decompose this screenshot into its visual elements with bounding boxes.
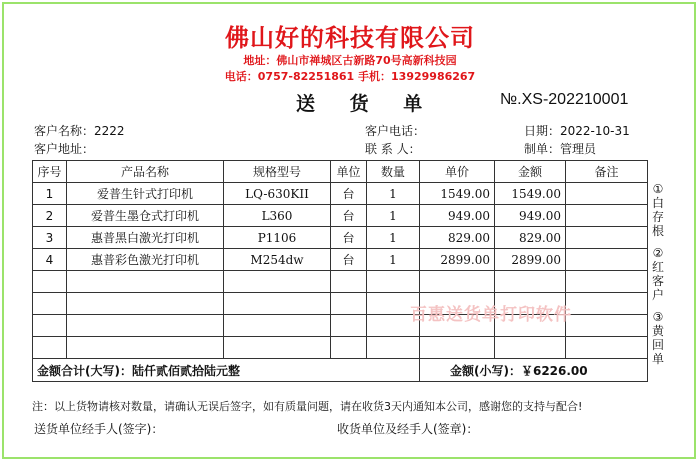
cell-remark (566, 183, 648, 205)
customer-address-label: 客户地址： (34, 142, 95, 156)
col-header-qty: 数量 (367, 161, 420, 183)
cell-amount: 829.00 (495, 227, 566, 249)
cell-spec: M254dw (224, 249, 331, 271)
cell-spec: LQ-630KII (224, 183, 331, 205)
table-header-row (33, 161, 648, 183)
cell-qty: 1 (367, 249, 420, 271)
company-phone: 电话：0757-82251861 手机：13929986267 (224, 70, 476, 83)
cell-price: 829.00 (420, 227, 495, 249)
software-watermark: 百惠送货单打印软件 (410, 305, 572, 325)
table-row (33, 205, 648, 227)
cell-no: 1 (33, 183, 67, 205)
goods-table (32, 160, 648, 382)
col-header-name: 产品名称 (67, 161, 224, 183)
company-address: 地址：佛山市禅城区古新路70号高新科技园 (243, 54, 457, 67)
customer-address (34, 140, 94, 157)
cell-remark (566, 249, 648, 271)
cell-remark (566, 205, 648, 227)
cell-amount: 949.00 (495, 205, 566, 227)
document-number: №.XS-202210001 (500, 91, 629, 108)
cell-unit: 台 (331, 227, 367, 249)
total-lower-cell (420, 359, 648, 382)
cell-qty: 1 (367, 227, 420, 249)
total-row (33, 359, 648, 382)
table-row (33, 249, 648, 271)
copy-label-red: ②红客户 (651, 246, 664, 302)
cell-remark (566, 227, 648, 249)
document-title: 送 货 单 (296, 93, 437, 115)
customer-phone (365, 122, 425, 139)
document-maker (524, 140, 596, 157)
cell-name: 爱普生墨仓式打印机 (67, 205, 224, 227)
copy-label-yellow: ③黄回单 (651, 310, 664, 366)
contact-person (365, 140, 421, 157)
date-label: 日期： (524, 124, 561, 138)
empty-row (33, 271, 648, 293)
customer-name (34, 122, 125, 139)
date-value: 2022-10-31 (560, 124, 630, 138)
footer-note: 注：以上货物请核对数量，请确认无误后签字，如有质量问题，请在收货3天内通知本公司，感谢您的支持与配合! (32, 400, 583, 413)
sender-signature: 送货单位经手人(签字)： (34, 422, 164, 436)
table-row (33, 183, 648, 205)
cell-name: 爱普生针式打印机 (67, 183, 224, 205)
cell-no: 4 (33, 249, 67, 271)
cell-amount: 2899.00 (495, 249, 566, 271)
cell-spec: P1106 (224, 227, 331, 249)
cell-qty: 1 (367, 183, 420, 205)
customer-phone-label: 客户电话： (365, 124, 426, 138)
customer-name-value: 2222 (94, 124, 125, 138)
copy-label-white: ①白存根 (651, 182, 664, 238)
cell-name: 惠普黑白激光打印机 (67, 227, 224, 249)
cell-spec: L360 (224, 205, 331, 227)
receiver-signature: 收货单位及经手人(签章)： (337, 422, 479, 436)
cell-unit: 台 (331, 183, 367, 205)
col-header-amount: 金额 (495, 161, 566, 183)
cell-name: 惠普彩色激光打印机 (67, 249, 224, 271)
cell-no: 3 (33, 227, 67, 249)
col-header-spec: 规格型号 (224, 161, 331, 183)
col-header-remark: 备注 (566, 161, 648, 183)
table-row (33, 227, 648, 249)
total-upper-cell (33, 359, 420, 382)
cell-price: 949.00 (420, 205, 495, 227)
contact-person-label: 联 系 人： (365, 142, 421, 156)
maker-value: 管理员 (560, 142, 597, 156)
cell-price: 1549.00 (420, 183, 495, 205)
maker-label: 制单： (524, 142, 561, 156)
document-date (524, 122, 630, 139)
total-upper: 金额合计(大写)：陆仟贰佰贰拾陆元整 (37, 363, 240, 378)
cell-amount: 1549.00 (495, 183, 566, 205)
cell-unit: 台 (331, 205, 367, 227)
empty-row (33, 337, 648, 359)
col-header-no: 序号 (33, 161, 67, 183)
customer-name-label: 客户名称： (34, 124, 95, 138)
cell-no: 2 (33, 205, 67, 227)
cell-qty: 1 (367, 205, 420, 227)
total-lower: 金额(小写)：￥6226.00 (450, 363, 588, 378)
col-header-unit: 单位 (331, 161, 367, 183)
company-name: 佛山好的科技有限公司 (225, 23, 475, 52)
col-header-price: 单价 (420, 161, 495, 183)
cell-unit: 台 (331, 249, 367, 271)
cell-price: 2899.00 (420, 249, 495, 271)
